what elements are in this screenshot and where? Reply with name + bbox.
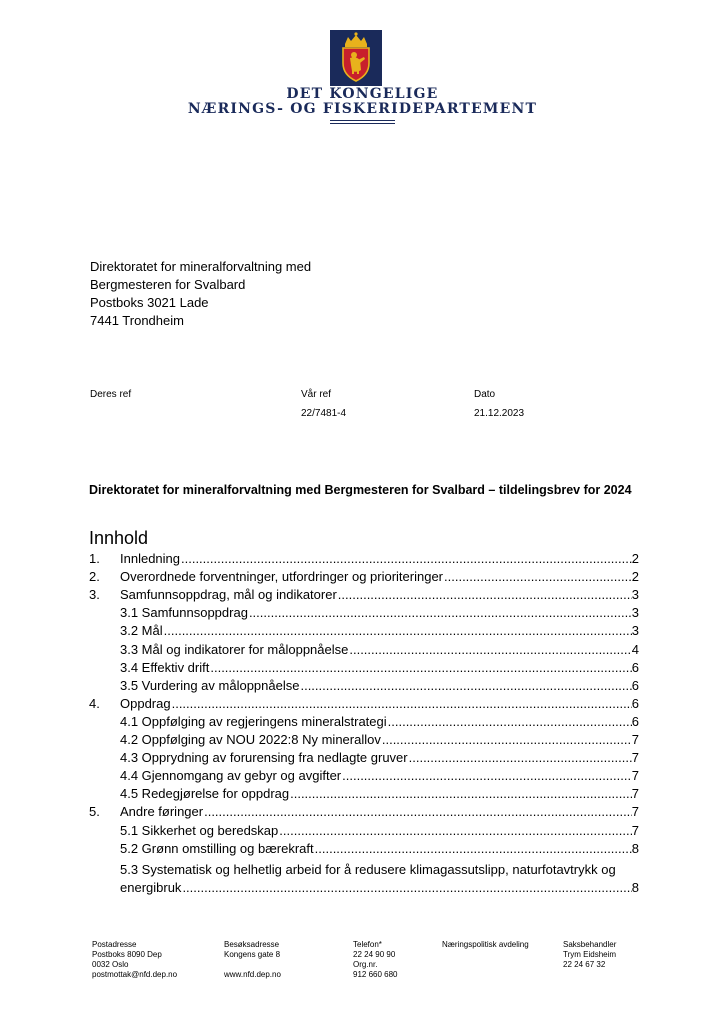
dato-value: 21.12.2023 <box>474 408 525 419</box>
toc-entry-label: Samfunnsoppdrag, mål og indikatorer <box>120 587 337 603</box>
footer-post-box: Postboks 8090 Dep <box>92 950 162 959</box>
toc-entry-number: 5. <box>89 804 100 820</box>
toc-entry[interactable] <box>0 569 725 587</box>
toc-page-number: 6 <box>631 659 639 675</box>
toc-entry-label: 3.3 Mål og indikatorer for måloppnåelse <box>120 641 349 657</box>
footer-website[interactable]: www.nfd.dep.no <box>224 970 281 979</box>
toc-entry-label: 3.2 Mål <box>120 623 163 639</box>
footer-case-label: Saksbehandler <box>563 940 617 949</box>
header-divider <box>330 120 395 121</box>
toc-entry[interactable] <box>0 696 725 714</box>
toc-entry-label: Andre føringer <box>120 804 204 820</box>
toc-entry-label: Overordnede forventninger, utfordringer og prioriteringer <box>120 569 444 585</box>
department-name-line1: DET KONGELIGE <box>286 86 439 102</box>
toc-page-number: 4 <box>631 641 639 657</box>
toc-page-number: 6 <box>631 677 639 693</box>
toc-entry[interactable] <box>0 660 725 678</box>
toc-page-number: 2 <box>631 569 639 585</box>
footer-case-phone: 22 24 67 32 <box>563 960 606 969</box>
toc-page-number: 8 <box>631 880 639 895</box>
toc-entry[interactable] <box>0 804 725 822</box>
toc-entry[interactable] <box>0 786 725 804</box>
toc-page-number: 7 <box>631 786 639 802</box>
toc-dot-leader <box>210 660 631 675</box>
toc-entry[interactable] <box>0 678 725 696</box>
toc-entry[interactable] <box>0 642 725 660</box>
toc-entry-label: 3.5 Vurdering av måloppnåelse <box>120 677 300 693</box>
footer-visit-address: Kongens gate 8 <box>224 950 281 959</box>
footer-orgnr-label: Org.nr. <box>353 960 378 969</box>
recipient-line2: Bergmesteren for Svalbard <box>90 277 246 292</box>
toc-page-number: 3 <box>631 623 639 639</box>
toc-entry[interactable] <box>0 714 725 732</box>
toc-entry-label: 4.2 Oppfølging av NOU 2022:8 Ny minerallov <box>120 732 381 747</box>
toc-entry[interactable] <box>0 551 725 569</box>
header-divider <box>330 123 395 124</box>
toc-entry-number: 1. <box>89 551 100 566</box>
toc-dot-leader <box>342 768 632 783</box>
toc-entry-label: 4.1 Oppfølging av regjeringens mineralstrategi <box>120 713 387 729</box>
toc-page-number: 7 <box>631 768 639 784</box>
footer-post-city: 0032 Oslo <box>92 960 129 969</box>
toc-dot-leader <box>349 642 631 657</box>
toc-page-number: 2 <box>631 551 639 566</box>
letter-title: Direktoratet for mineralforvaltning med Bergmesteren for Svalbard – tildelingsbrev for 2024 <box>89 483 632 497</box>
toc-page-number: 7 <box>631 822 639 838</box>
toc-entry-5-3-line2[interactable] <box>0 880 725 898</box>
toc-entry-number: 2. <box>89 569 100 585</box>
coat-of-arms-logo <box>330 30 382 86</box>
footer-phone: 22 24 90 90 <box>353 950 396 959</box>
toc-page-number: 6 <box>631 695 639 711</box>
toc-dot-leader <box>182 880 631 895</box>
toc-entry-label: energibruk <box>120 880 182 895</box>
toc-dot-leader <box>338 587 632 602</box>
toc-dot-leader <box>181 551 632 566</box>
footer-post-label: Postadresse <box>92 940 137 949</box>
toc-entry[interactable] <box>0 587 725 605</box>
toc-entry[interactable] <box>0 623 725 641</box>
footer-email[interactable]: postmottak@nfd.dep.no <box>92 970 178 979</box>
toc-dot-leader <box>300 678 631 693</box>
toc-page-number: 7 <box>631 804 639 820</box>
toc-dot-leader <box>444 569 632 584</box>
department-name-line2: NÆRINGS- OG FISKERIDEPARTEMENT <box>187 101 538 117</box>
toc-page-number: 7 <box>631 732 639 747</box>
toc-dot-leader <box>388 714 632 729</box>
toc-entry-number: 4. <box>89 695 100 711</box>
toc-dot-leader <box>204 804 632 819</box>
toc-entry-label: Innledning <box>120 551 180 566</box>
toc-dot-leader <box>164 623 632 638</box>
footer-orgnr: 912 660 680 <box>353 970 398 979</box>
toc-entry[interactable] <box>0 750 725 768</box>
toc-dot-leader <box>249 605 632 620</box>
toc-page-number: 8 <box>631 840 639 856</box>
footer-visit-label: Besøksadresse <box>224 940 280 949</box>
toc-dot-leader <box>382 732 632 747</box>
toc-entry-label: 5.2 Grønn omstilling og bærekraft <box>120 840 314 856</box>
var-ref-label: Vår ref <box>301 389 332 400</box>
deres-ref-label: Deres ref <box>90 389 132 400</box>
footer-case-officer: Trym Eidsheim <box>563 950 617 959</box>
toc-entry-label: Oppdrag <box>120 695 171 711</box>
toc-dot-leader <box>409 750 632 765</box>
toc-entry-label: 4.3 Opprydning av forurensing fra nedlagte gruver <box>120 750 408 766</box>
toc-page-number: 3 <box>631 587 639 603</box>
toc-entry-label: 4.4 Gjennomgang av gebyr og avgifter <box>120 768 342 784</box>
toc-entry-number: 3. <box>89 587 100 603</box>
toc-entry-label: 3.1 Samfunnsoppdrag <box>120 605 248 621</box>
toc-entry-label: 4.5 Redegjørelse for oppdrag <box>120 786 290 802</box>
toc-dot-leader <box>172 696 632 711</box>
toc-page-number: 7 <box>631 750 639 766</box>
toc-dot-leader <box>279 823 631 838</box>
toc-page-number: 3 <box>631 605 639 621</box>
toc-entry-label: 3.4 Effektiv drift <box>120 659 210 675</box>
toc-entry[interactable] <box>0 732 725 750</box>
toc-entry[interactable] <box>0 841 725 859</box>
toc-page-number: 6 <box>631 713 639 729</box>
footer-phone-label: Telefon* <box>353 940 382 949</box>
recipient-line3: Postboks 3021 Lade <box>90 295 209 310</box>
toc-dot-leader <box>315 841 632 856</box>
var-ref-value: 22/7481-4 <box>301 408 347 419</box>
footer-section: Næringspolitisk avdeling <box>442 940 529 949</box>
toc-entry-label: 5.1 Sikkerhet og beredskap <box>120 822 279 838</box>
toc-entry-5-3-line1[interactable]: 5.3 Systematisk og helhetlig arbeid for å redusere klimagassutslipp, naturfotavtrykk og <box>120 862 616 877</box>
dato-label: Dato <box>474 389 496 400</box>
toc-heading: Innhold <box>89 528 149 548</box>
recipient-line4: 7441 Trondheim <box>90 313 184 328</box>
toc-dot-leader <box>290 786 632 801</box>
recipient-line1: Direktoratet for mineralforvaltning med <box>90 259 312 274</box>
toc-entry[interactable] <box>0 605 725 623</box>
toc-entry[interactable] <box>0 768 725 786</box>
toc-entry[interactable] <box>0 823 725 841</box>
